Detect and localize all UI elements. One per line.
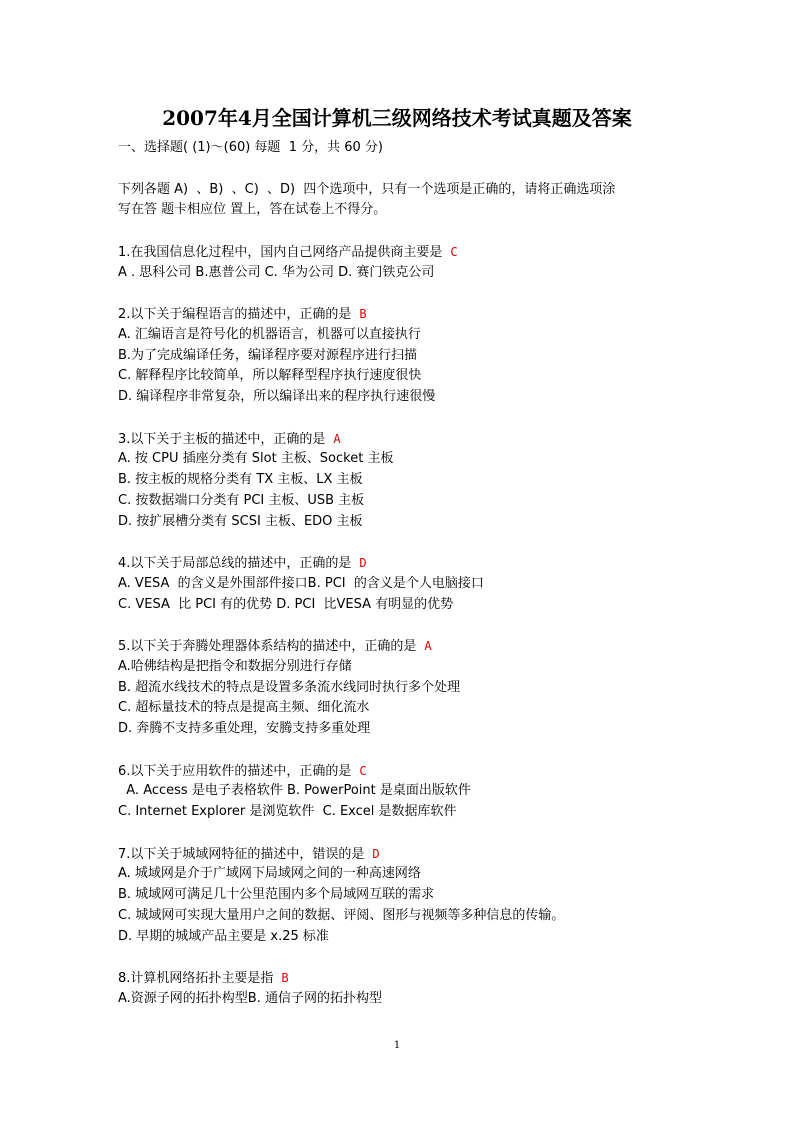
question-text: 3.以下关于主板的描述中，正确的是 <box>118 431 326 447</box>
question-stem <box>118 429 678 450</box>
question-text: 2.以下关于编程语言的描述中，正确的是 <box>118 307 352 322</box>
section-heading: 一、选择题( (1)～(60) 每题 1 分，共 60 分) <box>118 140 383 155</box>
document-title: 2007年4月全国计算机三级网络技术考试真题及答案 <box>162 106 632 130</box>
page-number: 1 <box>393 1040 401 1051</box>
question-option: B. 超流水线技术的特点是设置多条流水线同时执行多个处理 <box>118 679 461 695</box>
question-stem <box>118 636 678 657</box>
question-option: A. 城域网是介于广域网下局域网之间的一种高速网络 <box>118 866 421 882</box>
question-stem <box>118 761 678 782</box>
question-option: B.为了完成编译任务，编译程序要对源程序进行扫描 <box>118 347 418 363</box>
question-text: 7.以下关于城域网特征的描述中，错误的是 <box>118 846 365 862</box>
question-text: 5.以下关于奔腾处理器体系结构的描述中，正确的是 <box>118 639 417 654</box>
question-option: A. VESA 的含义是外围部件接口B. PCI 的含义是个人电脑接口 <box>118 575 484 591</box>
question-option: A. Access 是电子表格软件 B. PowerPoint 是桌面出版软件 <box>118 783 471 799</box>
question-option: B. 城域网可满足几十公里范围内多个局域网互联的需求 <box>118 887 435 902</box>
answer-key: A <box>333 431 341 446</box>
question-option: D. 按扩展槽分类有 SCSI 主板、EDO 主板 <box>118 513 363 529</box>
question-option: B. 按主板的规格分类有 TX 主板、LX 主板 <box>118 472 363 487</box>
question-option: C. 解释程序比较简单，所以解释型程序执行速度很快 <box>118 368 422 384</box>
question-text: 6.以下关于应用软件的描述中，正确的是 <box>118 763 352 779</box>
question-option: D. 奔腾不支持多重处理，安腾支持多重处理 <box>118 721 371 736</box>
answer-key: D <box>372 846 380 861</box>
question-stem <box>118 553 678 574</box>
question-stem <box>118 304 678 325</box>
question-option: C. VESA 比 PCI 有的优势 D. PCI 比VESA 有明显的优势 <box>118 596 454 612</box>
document-body <box>118 138 678 1010</box>
instructions-line: 下列各题 A) 、B) 、C) 、D) 四个选项中，只有一个选项是正确的，请将正确选项涂 <box>118 181 616 197</box>
question-option: D. 早期的城域产品主要是 x.25 标准 <box>118 928 329 944</box>
question-text: 1.在我国信息化过程中，国内自己网络产品提供商主要是 <box>118 244 443 260</box>
question-option: A. 按 CPU 插座分类有 Slot 主板、Socket 主板 <box>118 451 394 467</box>
question-stem <box>118 968 678 989</box>
question-option: A.资源子网的拓扑构型B. 通信子网的拓扑构型 <box>118 990 382 1006</box>
question-option: C. Internet Explorer 是浏览软件 C. Excel 是数据库软件 <box>118 804 457 819</box>
answer-key: C <box>359 763 367 778</box>
question-option: C. 超标量技术的特点是提高主频、细化流水 <box>118 700 370 716</box>
question-option: A. 汇编语言是符号化的机器语言，机器可以直接执行 <box>118 326 421 342</box>
question-stem <box>118 242 678 263</box>
question-option: D. 编译程序非常复杂，所以编译出来的程序执行速很慢 <box>118 389 436 404</box>
answer-key: A <box>424 639 432 653</box>
answer-key: C <box>450 244 458 259</box>
question-text: 4.以下关于局部总线的描述中，正确的是 <box>118 556 352 571</box>
question-stem <box>118 844 678 865</box>
answer-key: B <box>281 971 289 985</box>
question-text: 8.计算机网络拓扑主要是指 <box>118 971 274 986</box>
answer-key: D <box>359 556 367 570</box>
question-option: A . 思科公司 B.惠普公司 C. 华为公司 D. 赛门铁克公司 <box>118 264 435 280</box>
answer-key: B <box>359 307 367 321</box>
question-option: A.哈佛结构是把指令和数据分别进行存储 <box>118 658 352 674</box>
instructions-line: 写在答 题卡相应位 置上，答在试卷上不得分。 <box>118 202 387 218</box>
question-option: C. 按数据端口分类有 PCI 主板、USB 主板 <box>118 492 365 508</box>
question-option: C. 城域网可实现大量用户之间的数据、评阅、图形与视频等多种信息的传输。 <box>118 907 565 923</box>
